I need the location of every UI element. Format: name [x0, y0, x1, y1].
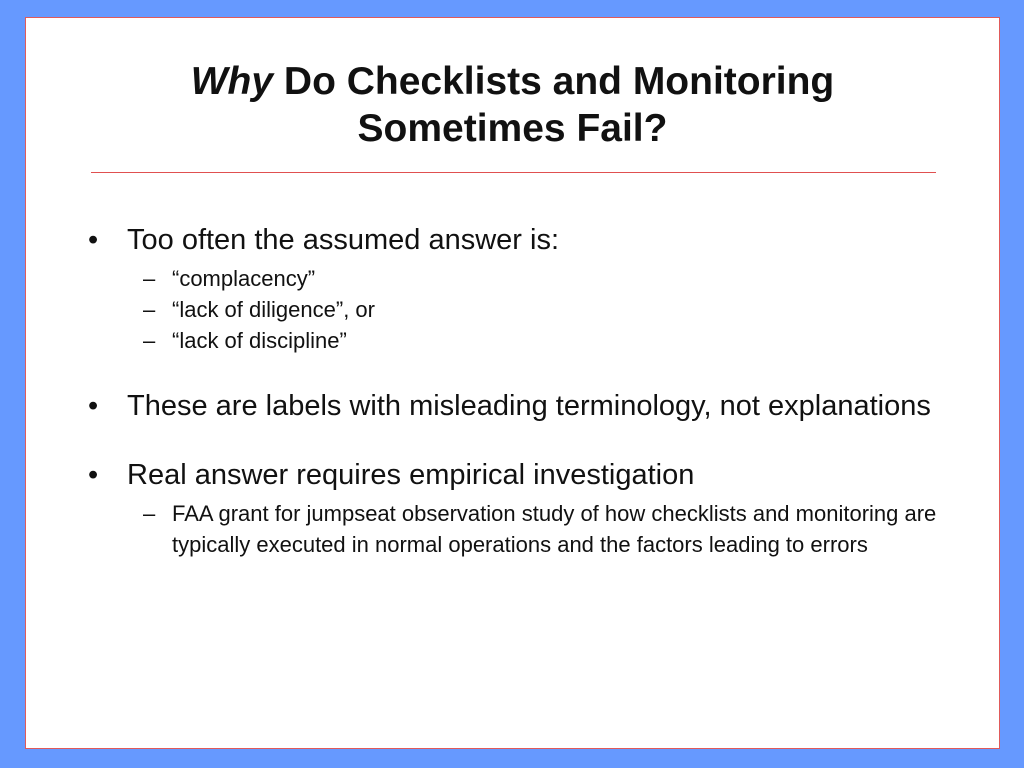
sub-item-text: “complacency” — [172, 266, 316, 291]
sub-item-text: FAA grant for jumpseat observation study of how checklists and monitoring are typically executed in normal operations and the factors leading to errors — [172, 501, 937, 557]
title-line-1: Do Checklists and Monitoring — [273, 60, 835, 103]
bullet-item-real-answer — [88, 457, 948, 494]
bullet-marker: • — [88, 390, 99, 422]
slide-panel — [25, 17, 1000, 749]
sub-item-faa-grant — [88, 498, 948, 560]
bullet-text: Real answer requires empirical investigation — [127, 459, 695, 491]
sub-list-assumed-answers — [88, 263, 948, 356]
title-divider — [91, 172, 936, 173]
sub-bullet-marker: – — [143, 266, 156, 291]
bullet-marker: • — [88, 459, 99, 491]
sub-item-text: “lack of diligence”, or — [172, 297, 375, 322]
sub-item-lack-of-diligence — [88, 294, 948, 325]
sub-bullet-marker: – — [143, 297, 156, 322]
sub-item-complacency — [88, 263, 948, 294]
sub-list-real-answer — [88, 498, 948, 560]
sub-item-text: “lack of discipline” — [172, 328, 347, 353]
sub-item-lack-of-discipline — [88, 325, 948, 356]
bullet-text: These are labels with misleading terminology, not explanations — [127, 390, 931, 422]
bullet-marker: • — [88, 224, 99, 256]
bullet-text: Too often the assumed answer is: — [127, 224, 560, 256]
bullet-item-labels — [88, 388, 948, 425]
title-italic-word: Why — [190, 60, 274, 103]
sub-bullet-marker: – — [143, 501, 156, 526]
bullet-item-assumed-answer — [88, 222, 948, 259]
sub-bullet-marker: – — [143, 328, 156, 353]
title-line-2: Sometimes Fail? — [357, 107, 668, 150]
bullet-list — [88, 222, 948, 560]
slide-title — [26, 58, 999, 152]
